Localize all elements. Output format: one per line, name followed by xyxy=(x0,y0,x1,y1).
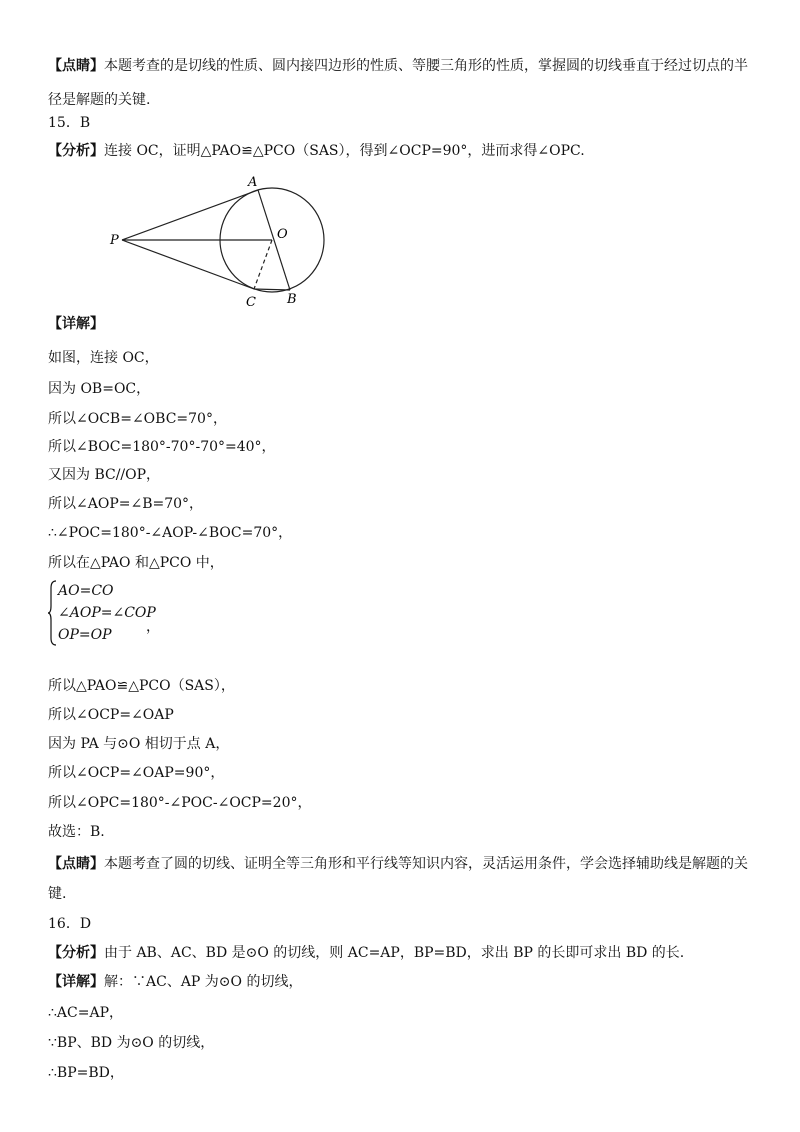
segment-oc-dashed xyxy=(254,240,272,289)
q15-step: 故选：B. xyxy=(48,824,105,840)
analysis-tag: 【分析】 xyxy=(48,945,104,961)
label-o: O xyxy=(277,227,288,242)
q16-step: ∴AC=AP， xyxy=(48,1005,123,1021)
q15-step: 所以∠BOC=180°-70°-70°=40°， xyxy=(48,439,276,455)
q16-step: ∵BP、BD 为⊙O 的切线， xyxy=(48,1035,215,1051)
q16-detail xyxy=(48,972,302,992)
q15-step: 所以∠OPC=180°-∠POC-∠OCP=20°， xyxy=(48,795,312,811)
q15-step: 所以∠OCP=∠OAP xyxy=(48,707,174,723)
detail-text: 解：∵AC、AP 为⊙O 的切线， xyxy=(104,974,303,990)
q15-step: 所以∠OCB=∠OBC=70°， xyxy=(48,411,227,427)
system-line: OP=OP xyxy=(58,627,112,643)
q15-step: ∴∠POC=180°-∠AOP-∠BOC=70°， xyxy=(48,525,293,541)
label-b: B xyxy=(287,292,297,307)
q15-step: 所以∠OCP=∠OAP=90°， xyxy=(48,765,225,781)
q15-step: 因为 PA 与⊙O 相切于点 A， xyxy=(48,736,230,752)
q15-heading: 15．B xyxy=(48,115,91,131)
q15-step: 所以在△PAO 和△PCO 中， xyxy=(48,555,224,571)
analysis-text: 连接 OC，证明△PAO≌△PCO（SAS），得到∠OCP=90°，进而求得∠OPC. xyxy=(104,143,585,159)
note-tag: 【点睛】 xyxy=(48,58,104,74)
note-tag: 【点睛】 xyxy=(48,856,104,872)
system-line: AO=CO xyxy=(58,583,114,599)
q15-step: 所以△PAO≌△PCO（SAS）， xyxy=(48,678,235,694)
note-text: 本题考查的是切线的性质、圆内接四边形的性质、等腰三角形的性质，掌握圆的切线垂直于经过切点的半径是解题的关键. xyxy=(48,58,748,108)
q15-step: 如图，连接 OC， xyxy=(48,350,159,366)
system-comma: ， xyxy=(146,619,160,635)
detail-tag: 【详解】 xyxy=(48,974,104,990)
q15-step: 因为 OB=OC， xyxy=(48,381,151,397)
label-p: P xyxy=(110,233,119,248)
q15-step: 又因为 BC//OP， xyxy=(48,467,161,483)
note-text: 本题考查了圆的切线、证明全等三角形和平行线等知识内容，灵活运用条件，学会选择辅助线是解题的关键. xyxy=(48,856,748,902)
analysis-text: 由于 AB、AC、BD 是⊙O 的切线，则 AC=AP，BP=BD，求出 BP 的长即可求出 BD 的长. xyxy=(104,945,685,961)
tangent-pa xyxy=(122,190,258,240)
q15-analysis xyxy=(48,141,585,161)
top-note xyxy=(48,49,753,117)
q16-analysis xyxy=(48,943,684,963)
label-c: C xyxy=(246,295,256,310)
q16-step: ∴BP=BD， xyxy=(48,1065,124,1081)
q15-step: 所以∠AOP=∠B=70°， xyxy=(48,496,204,512)
q15-note xyxy=(48,849,753,909)
left-brace-icon xyxy=(48,580,58,646)
label-a: A xyxy=(248,175,258,190)
system-line: ∠AOP=∠COP xyxy=(58,605,156,621)
q16-heading: 16．D xyxy=(48,916,92,932)
geometry-figure xyxy=(100,172,340,312)
q15-detail-tag: 【详解】 xyxy=(48,316,104,332)
analysis-tag: 【分析】 xyxy=(48,143,104,159)
tangent-pc xyxy=(122,240,254,289)
